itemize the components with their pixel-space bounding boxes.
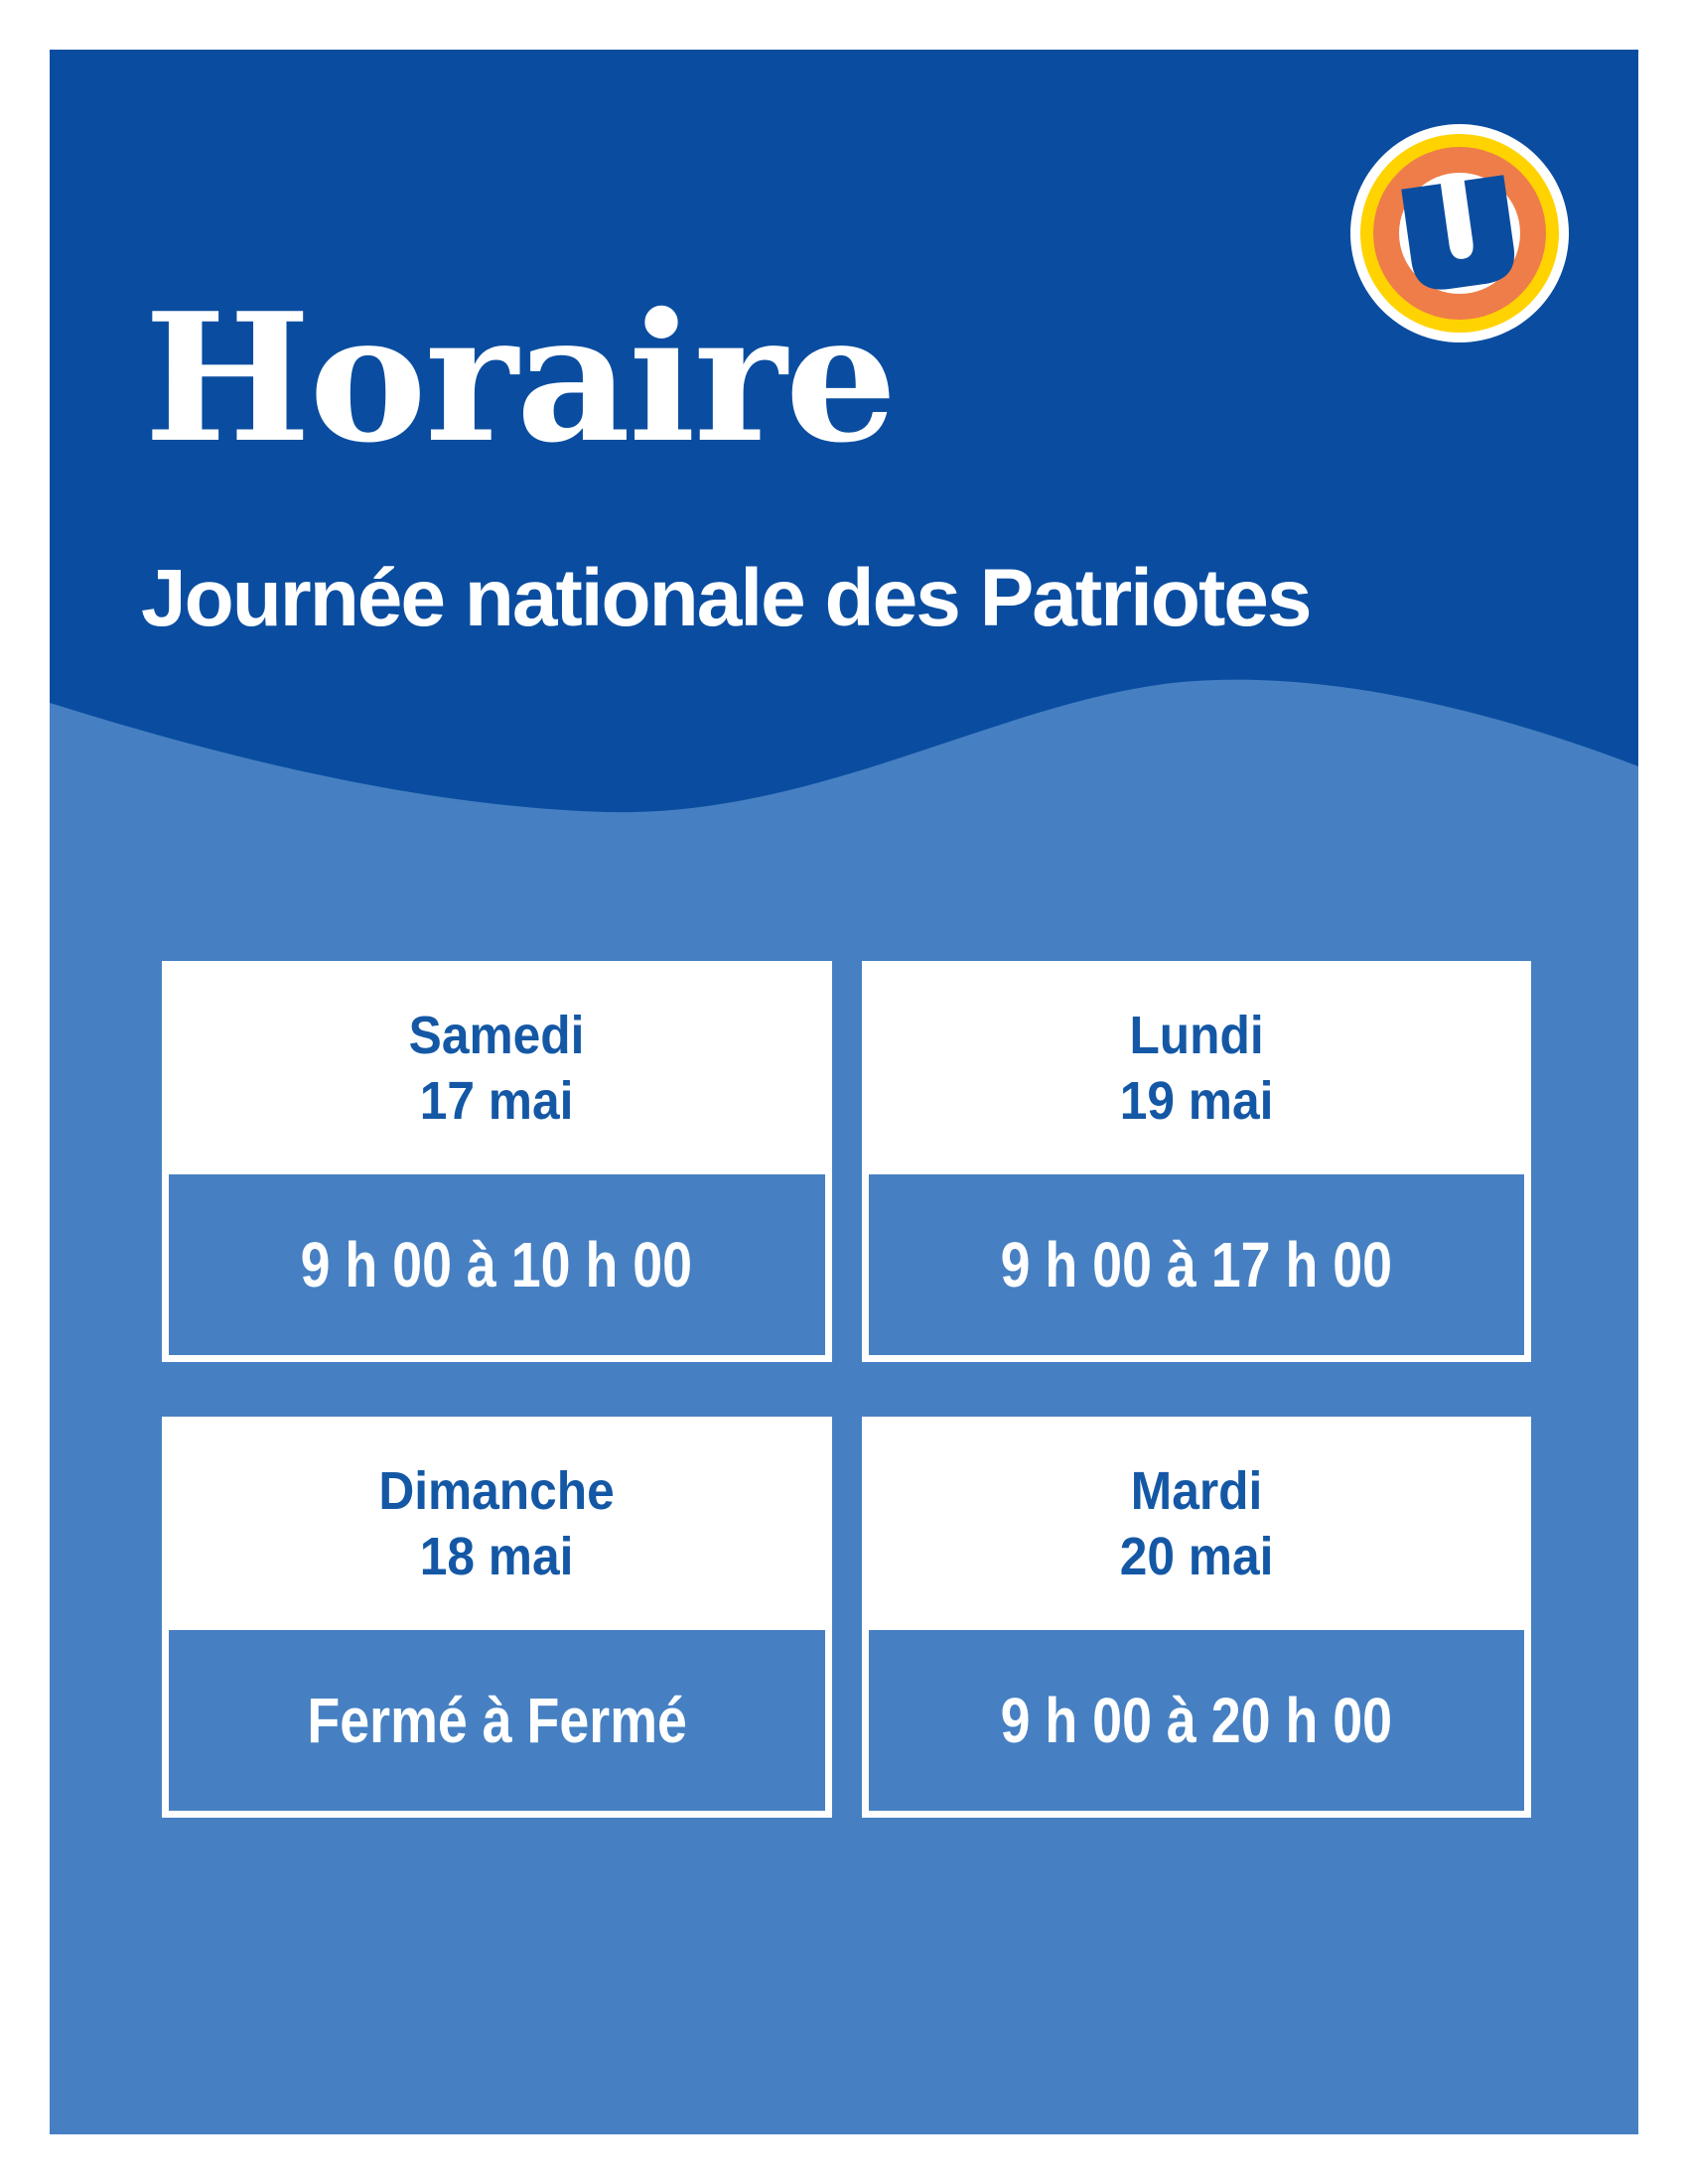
day-date-label — [409, 1003, 585, 1134]
card-day-section — [862, 1417, 1532, 1630]
poster-background — [50, 50, 1638, 2134]
day-label: Mardi — [1130, 1460, 1263, 1521]
card-day-section — [862, 961, 1532, 1174]
day-label: Lundi — [1129, 1005, 1264, 1065]
schedule-card-lundi — [862, 961, 1532, 1362]
schedule-card-dimanche — [162, 1417, 832, 1818]
day-label: Samedi — [408, 1005, 585, 1065]
day-date-label — [1119, 1003, 1273, 1134]
date-label: 20 mai — [1119, 1526, 1274, 1586]
schedule-card-mardi — [862, 1417, 1532, 1818]
card-day-section — [162, 961, 832, 1174]
day-date-label — [379, 1458, 615, 1589]
hours-label: Fermé à Fermé — [307, 1685, 687, 1756]
hours-band — [169, 1630, 825, 1811]
day-date-label — [1119, 1458, 1273, 1589]
schedule-card-samedi — [162, 961, 832, 1362]
schedule-cards-grid — [162, 961, 1531, 1818]
card-day-section — [162, 1417, 832, 1630]
hours-band — [869, 1630, 1525, 1811]
page-title: Horaire — [144, 274, 896, 481]
date-label: 18 mai — [419, 1526, 574, 1586]
hours-label: 9 h 00 à 17 h 00 — [1000, 1229, 1392, 1300]
hours-label: 9 h 00 à 20 h 00 — [1000, 1685, 1392, 1756]
page-subtitle: Journée nationale des Patriotes — [141, 553, 1311, 643]
hours-band — [869, 1174, 1525, 1355]
date-label: 19 mai — [1119, 1070, 1274, 1131]
date-label: 17 mai — [419, 1070, 574, 1131]
day-label: Dimanche — [378, 1460, 615, 1521]
u-logo-icon — [1350, 124, 1569, 342]
hours-label: 9 h 00 à 10 h 00 — [301, 1229, 693, 1300]
hours-band — [169, 1174, 825, 1355]
